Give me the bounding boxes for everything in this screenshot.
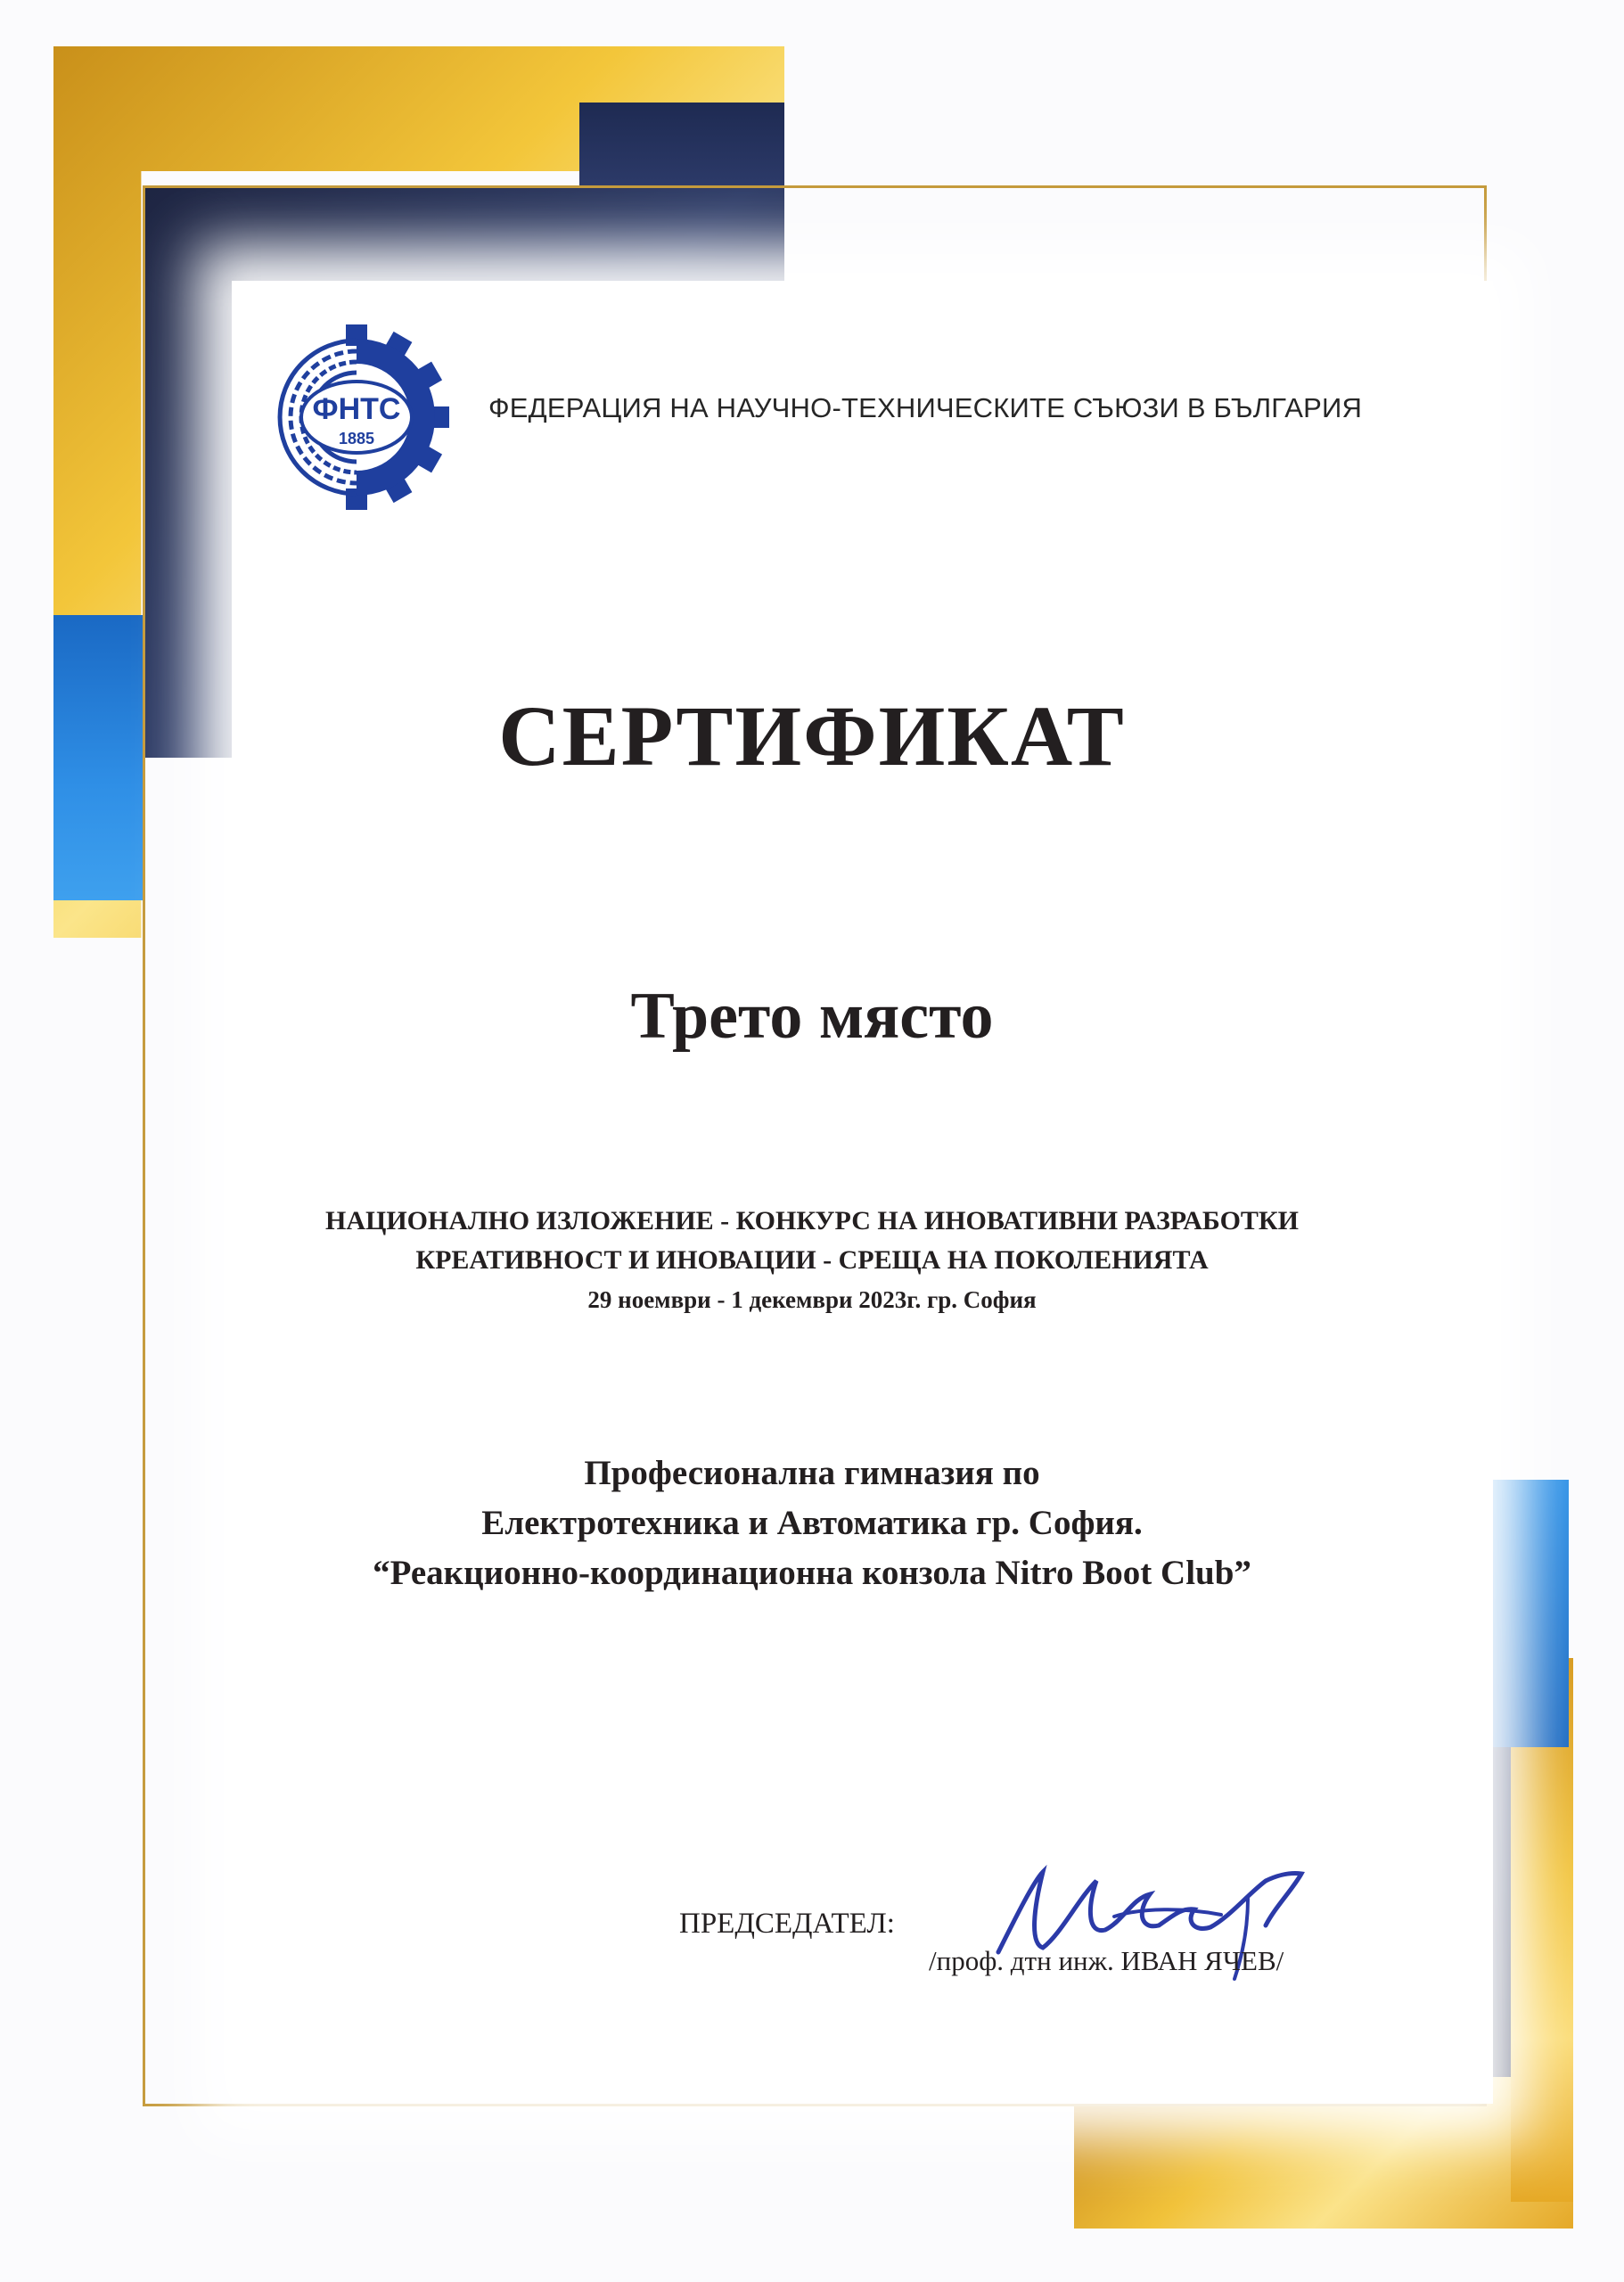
navy-block-top xyxy=(579,103,784,192)
logo-abbr: ФНТС xyxy=(312,392,401,426)
certificate-panel xyxy=(232,281,1493,2104)
organization-name: ФЕДЕРАЦИЯ НА НАУЧНО-ТЕХНИЧЕСКИТЕ СЪЮЗИ В БЪЛГАРИЯ xyxy=(488,392,1363,423)
recipient-project: “Реакционно-координационна конзола Nitro Boot Club” xyxy=(373,1554,1251,1592)
event-date: 29 ноември - 1 декември 2023г. гр. София xyxy=(587,1286,1037,1313)
chairman-label: ПРЕДСЕДАТЕЛ: xyxy=(679,1908,895,1940)
chairman-name: /проф. дтн инж. ИВАН ЯЧЕВ/ xyxy=(929,1945,1284,1976)
event-description xyxy=(0,1202,1624,1319)
event-line-2: КРЕАТИВНОСТ И ИНОВАЦИИ - СРЕЩА НА ПОКОЛЕНИЯТА xyxy=(415,1245,1209,1275)
award-place: Трето място xyxy=(630,980,994,1053)
recipient-block xyxy=(0,1449,1624,1598)
certificate-title: СЕРТИФИКАТ xyxy=(498,688,1126,784)
recipient-line-1: Професионална гимназия по xyxy=(584,1454,1040,1492)
recipient-line-2: Електротехника и Автоматика гр. София. xyxy=(481,1504,1143,1542)
fnts-logo xyxy=(257,321,462,513)
logo-year: 1885 xyxy=(338,430,375,447)
event-line-1: НАЦИОНАЛНО ИЗЛОЖЕНИЕ - КОНКУРС НА ИНОВАТИВНИ РАЗРАБОТКИ xyxy=(325,1206,1299,1235)
